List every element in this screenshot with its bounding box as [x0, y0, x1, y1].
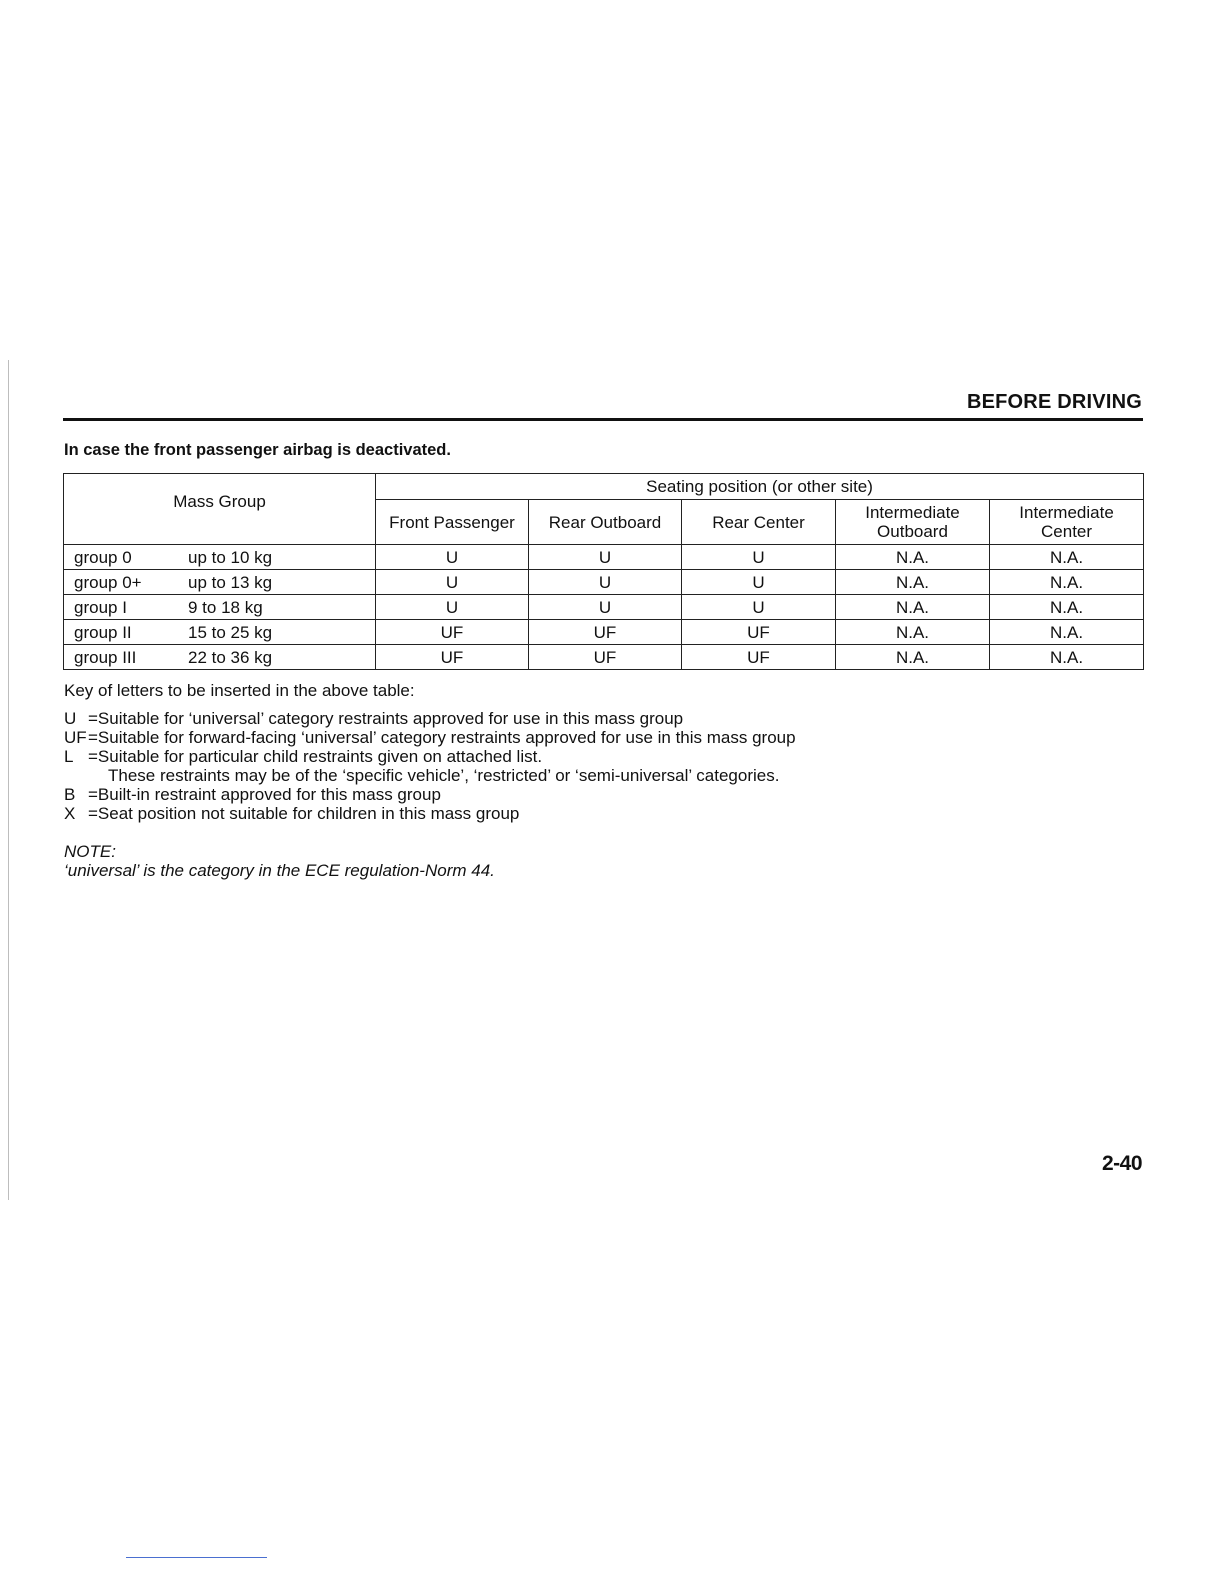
table-cell: U [682, 545, 836, 570]
table-cell: UF [529, 620, 682, 645]
table-cell: U [682, 570, 836, 595]
key-item [64, 785, 796, 804]
seating-position-header: Seating position (or other site) [376, 474, 1144, 500]
table-cell: U [682, 595, 836, 620]
key-item [64, 728, 796, 747]
bottom-link-underline [126, 1557, 267, 1558]
key-description: =Suitable for ‘universal’ category restraints approved for use in this mass group [88, 709, 684, 728]
table-cell: N.A. [836, 620, 990, 645]
table-cell: UF [376, 645, 529, 670]
table-header-row [64, 474, 1144, 500]
child-seat-table [63, 473, 1144, 670]
table-cell: U [529, 545, 682, 570]
table-cell: U [529, 595, 682, 620]
column-header-intermediate-center: Intermediate Center [990, 500, 1144, 545]
table-row [64, 570, 1144, 595]
table-cell: UF [682, 645, 836, 670]
note-text: ‘universal’ is the category in the ECE regulation-Norm 44. [64, 861, 495, 880]
key-description: =Built-in restraint approved for this mass group [88, 785, 441, 804]
mass-group-cell: group II 15 to 25 kg [64, 620, 376, 645]
key-list [64, 709, 796, 823]
mass-group-cell: group I 9 to 18 kg [64, 595, 376, 620]
page-margin-line [8, 360, 9, 1200]
table-cell: N.A. [990, 595, 1144, 620]
table-subtitle: In case the front passenger airbag is deactivated. [64, 441, 451, 459]
table-cell: N.A. [990, 620, 1144, 645]
table-row [64, 620, 1144, 645]
table-cell: UF [376, 620, 529, 645]
key-item [64, 804, 796, 823]
table-cell: N.A. [836, 570, 990, 595]
section-title: BEFORE DRIVING [966, 391, 1142, 413]
mass-group-cell: group 0 up to 10 kg [64, 545, 376, 570]
table-cell: N.A. [990, 545, 1144, 570]
key-letter: L [64, 747, 74, 766]
table-cell: N.A. [836, 595, 990, 620]
table-cell: N.A. [836, 645, 990, 670]
key-description: =Suitable for particular child restraints given on attached list. [88, 747, 543, 766]
key-intro: Key of letters to be inserted in the above table: [64, 681, 415, 700]
key-letter: B [64, 785, 76, 804]
table-row [64, 645, 1144, 670]
mass-group-cell: group III 22 to 36 kg [64, 645, 376, 670]
key-description-continued: These restraints may be of the ‘specific vehicle’, ‘restricted’ or ‘semi-universal’ categories. [108, 766, 780, 785]
key-letter: U [64, 709, 77, 728]
column-header-rear-center: Rear Center [682, 500, 836, 545]
mass-group-header: Mass Group [64, 474, 376, 545]
column-header-front-passenger: Front Passenger [376, 500, 529, 545]
table-cell: N.A. [990, 570, 1144, 595]
page-number: 2-40 [1101, 1152, 1142, 1175]
key-letter: X [64, 804, 76, 823]
mass-group-cell: group 0+ up to 13 kg [64, 570, 376, 595]
column-header-rear-outboard: Rear Outboard [529, 500, 682, 545]
key-description: =Suitable for forward-facing ‘universal’ category restraints approved for use in this mass group [88, 728, 796, 747]
header-divider [63, 418, 1143, 421]
table-cell: UF [529, 645, 682, 670]
table-cell: U [376, 545, 529, 570]
table-cell: U [376, 595, 529, 620]
column-header-intermediate-outboard: Intermediate Outboard [836, 500, 990, 545]
table-cell: U [376, 570, 529, 595]
table-row [64, 545, 1144, 570]
table-cell: UF [682, 620, 836, 645]
key-letter: UF [64, 728, 87, 747]
table-cell: N.A. [990, 645, 1144, 670]
table-row [64, 595, 1144, 620]
note-label: NOTE: [64, 842, 116, 861]
key-description: =Seat position not suitable for children in this mass group [88, 804, 520, 823]
table-cell: N.A. [836, 545, 990, 570]
table-cell: U [529, 570, 682, 595]
key-item [64, 747, 796, 766]
key-item [64, 709, 796, 728]
